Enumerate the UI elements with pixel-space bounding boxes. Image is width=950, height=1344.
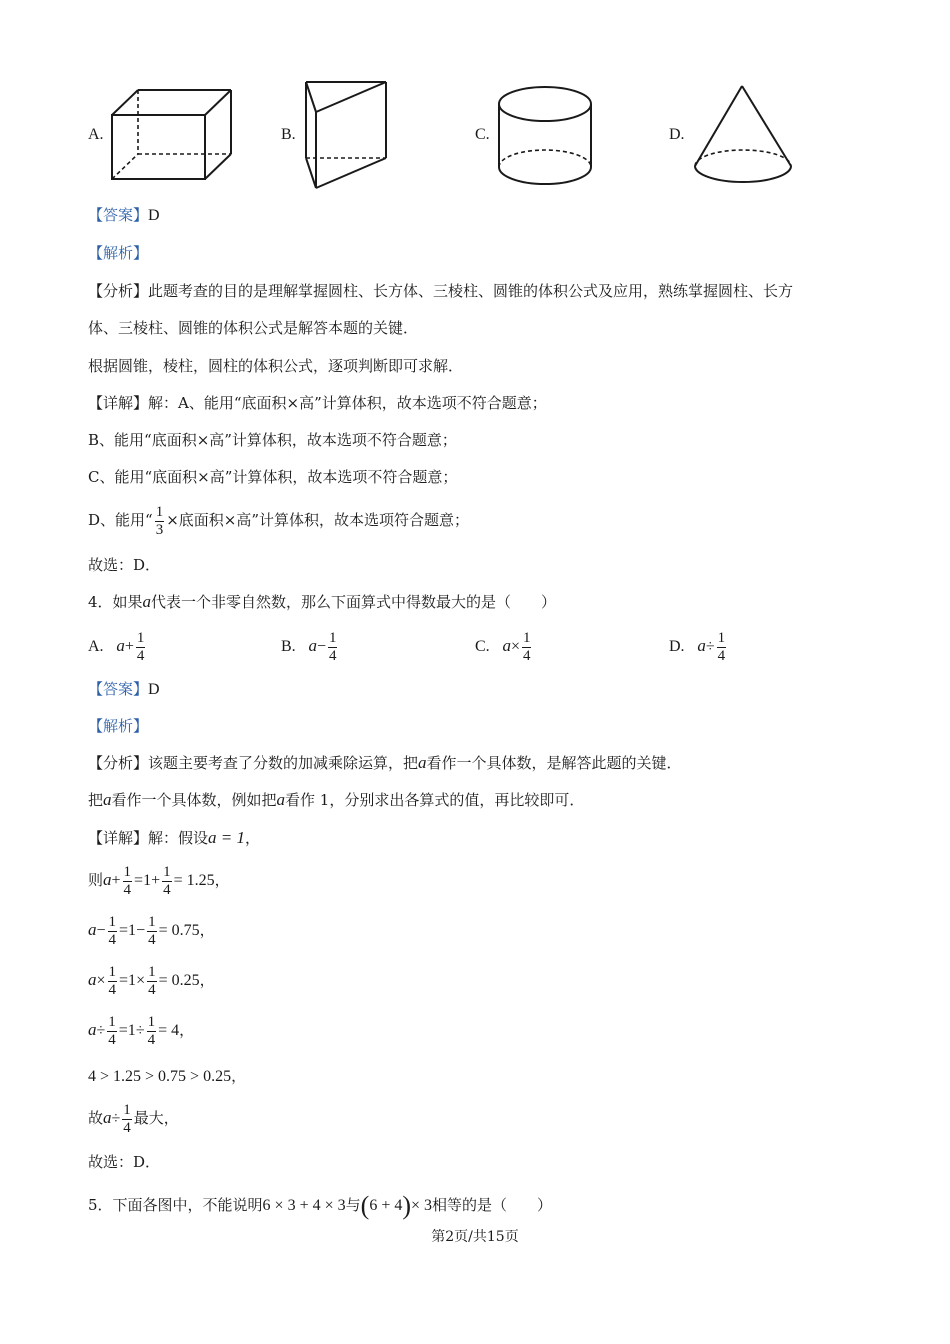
expression-2-tail: × 3 — [411, 1197, 433, 1214]
calc-fraction-2 — [147, 964, 157, 999]
expression-1: 6 × 3 + 4 × 3 — [262, 1197, 346, 1214]
calc-operator-2: × — [136, 972, 146, 989]
option-operator: + — [124, 638, 134, 655]
q3-detail-a — [88, 393, 547, 413]
calc-fraction — [108, 914, 118, 949]
q3-fenxi-line1 — [88, 281, 793, 301]
comma: ， — [199, 921, 215, 939]
calc-operator-2: ÷ — [135, 1022, 145, 1039]
q3-analysis-heading — [88, 243, 148, 263]
triangular-prism-figure — [302, 80, 390, 192]
calc-operator: ÷ — [96, 1022, 106, 1039]
calc-result: = 1.25 — [173, 872, 215, 889]
compare-line — [88, 1066, 246, 1087]
q3-choose: 故选：D． — [88, 556, 161, 574]
fraction-numerator: 1 — [108, 963, 117, 980]
calc-var: a — [88, 970, 97, 989]
analysis-tag: 【解析】 — [88, 244, 149, 262]
method-text-b: 看作一个具体数，例如把 — [111, 791, 277, 809]
page-footer: 第2页/共15页 — [431, 1229, 519, 1245]
calc-result: = 0.25 — [158, 972, 200, 989]
comma: ， — [179, 1021, 195, 1039]
expression-2-inner: 6 + 4 — [369, 1197, 403, 1214]
q4-option-b — [281, 624, 339, 669]
fenxi-text-1: 此题考查的目的是理解掌握圆柱、长方体、三棱柱、圆锥的体积公式及应用，熟练掌握圆柱、长方 — [148, 282, 794, 300]
fenxi-text-b: 看作一个具体数，是解答此题的关键． — [426, 754, 682, 772]
comma: ， — [231, 1067, 247, 1085]
fenxi-text-a: 该题主要考查了分数的加减乘除运算，把 — [148, 754, 419, 772]
conclusion-var: a — [103, 1108, 112, 1127]
option-c-label: C. — [475, 126, 490, 143]
calc-line-sub: a− $\frac{1}{4}$ =1− $\frac{1}{4}$ = 0.75， — [88, 913, 215, 948]
fraction-denominator: 4 — [123, 1119, 131, 1136]
detail-d-suffix: ×底面积×高”计算体积，故本选项符合题意； — [166, 511, 470, 529]
option-d-label: D. — [669, 126, 685, 143]
fraction-denominator: 4 — [148, 931, 156, 948]
calc-var: a — [103, 870, 112, 889]
fraction-denominator: 4 — [148, 981, 156, 998]
calc-fraction — [107, 1014, 117, 1049]
method-text-a: 把 — [88, 791, 104, 809]
fraction-denominator: 4 — [136, 647, 145, 664]
fraction-denominator: 4 — [147, 1031, 156, 1048]
calc-fraction — [123, 864, 133, 899]
fraction-numerator: 1 — [717, 629, 726, 646]
calc-operator: × — [96, 972, 106, 989]
option-var: a — [116, 636, 125, 655]
calc-fraction — [108, 964, 118, 999]
fraction-numerator: 1 — [328, 629, 337, 646]
comma: ， — [199, 971, 215, 989]
q4-option-c — [475, 624, 533, 669]
fraction-numerator: 1 — [123, 1101, 131, 1118]
calc-result: = 4 — [158, 1022, 180, 1039]
fraction-denominator: 4 — [108, 1031, 116, 1048]
fraction-denominator: 4 — [108, 931, 117, 948]
fraction-denominator: 4 — [522, 647, 531, 664]
answer-tag: 【答案】 — [88, 206, 149, 224]
detail-intro-text: 解：假设 — [148, 829, 209, 847]
calc-line-mul: a× $\frac{1}{4}$ =1× $\frac{1}{4}$ = 0.25， — [88, 963, 215, 998]
fraction-numerator: 1 — [148, 963, 156, 980]
fenxi-tag: 【分析】 — [88, 282, 149, 300]
conclusion-fraction — [122, 1102, 132, 1137]
comma: ， — [245, 829, 261, 847]
q4-method — [88, 790, 584, 810]
paren-open: ( — [360, 1191, 370, 1220]
calc-ze: 则 — [88, 871, 104, 889]
fraction-denominator: 4 — [717, 647, 726, 664]
calc-result: = 0.75 — [158, 922, 200, 939]
answer-tag: 【答案】 — [88, 680, 149, 698]
q5-stem — [88, 1188, 552, 1223]
fraction-numerator: 1 — [123, 863, 132, 880]
calc-var: a — [88, 1020, 97, 1039]
q3-fenxi-line2: 体、三棱柱、圆锥的体积公式是解答本题的关键． — [88, 319, 419, 337]
option-fraction — [136, 630, 146, 665]
fraction-denominator: 3 — [155, 521, 164, 538]
calc-line-div: a÷ $\frac{1}{4}$ =1÷ $\frac{1}{4}$ = 4， — [88, 1013, 195, 1048]
calc-operator: − — [96, 922, 106, 939]
fraction-numerator: 1 — [163, 863, 171, 880]
option-label: D. — [669, 638, 685, 655]
q3-detail-b: B、能用“底面积×高”计算体积，故本选项不符合题意； — [88, 431, 457, 449]
option-b-label: B. — [281, 126, 296, 143]
stem-suffix: 相等的是（ ） — [432, 1196, 553, 1214]
option-a-label: A. — [88, 126, 104, 143]
cuboid-figure — [108, 88, 236, 184]
q4-stem — [88, 592, 556, 612]
stem-prefix: 4．如果 — [88, 593, 143, 611]
cylinder-figure — [496, 84, 596, 188]
calc-operator-2: + — [151, 872, 161, 889]
one-third-fraction — [155, 504, 165, 539]
fraction-numerator: 1 — [147, 1013, 156, 1030]
fraction-numerator: 1 — [155, 503, 164, 520]
fraction-denominator: 4 — [108, 981, 117, 998]
calc-fraction-2 — [147, 1014, 157, 1049]
calc-line-add: 则a+ $\frac{1}{4}$ =1+ $\frac{1}{4}$ = 1.25， — [88, 863, 230, 898]
option-operator: × — [510, 638, 520, 655]
q4-option-a — [88, 624, 147, 669]
method-var: a — [103, 790, 112, 809]
q4-fenxi — [88, 753, 682, 773]
fraction-numerator: 1 — [108, 913, 117, 930]
answer-value: D — [148, 207, 160, 224]
conclusion-line — [88, 1096, 179, 1141]
answer-value: D — [148, 681, 160, 698]
conclusion-suffix: 最大， — [133, 1109, 179, 1127]
option-var: a — [502, 636, 511, 655]
conclusion-prefix: 故 — [88, 1109, 104, 1127]
detail-a-text: 解：A、能用“底面积×高”计算体积，故本选项不符合题意； — [148, 394, 547, 412]
option-var: a — [308, 636, 317, 655]
q4-analysis-heading — [88, 716, 148, 736]
method-text-c: 看作 1，分别求出各算式的值，再比较即可． — [285, 791, 585, 809]
fraction-numerator: 1 — [148, 913, 156, 930]
option-fraction — [522, 630, 532, 665]
fraction-denominator: 4 — [123, 881, 132, 898]
q4-answer — [88, 679, 160, 700]
detail-tag: 【详解】 — [88, 829, 149, 847]
fraction-numerator: 1 — [522, 629, 531, 646]
fraction-denominator: 4 — [328, 647, 337, 664]
analysis-tag: 【解析】 — [88, 717, 149, 735]
calc-fraction-2 — [147, 914, 157, 949]
assume-expression: a = 1 — [208, 828, 246, 847]
fenxi-var: a — [418, 753, 427, 772]
detail-d-prefix: D、能用“ — [88, 511, 153, 529]
fenxi-tag: 【分析】 — [88, 754, 149, 772]
q3-detail-c: C、能用“底面积×高”计算体积，故本选项不符合题意； — [88, 468, 458, 486]
q4-options — [88, 624, 848, 668]
option-operator: − — [316, 638, 326, 655]
option-fraction — [717, 630, 727, 665]
calc-var: a — [88, 920, 97, 939]
compare-expression: 4 > 1.25 > 0.75 > 0.25 — [88, 1068, 232, 1085]
q4-option-d — [669, 624, 728, 669]
q3-detail-d — [88, 500, 469, 540]
stem-mid: 与 — [345, 1196, 361, 1214]
stem-var: a — [142, 592, 152, 611]
q4-detail-intro — [88, 828, 260, 848]
q3-answer — [88, 205, 160, 226]
paren-close: ) — [402, 1191, 412, 1220]
option-label: B. — [281, 638, 296, 655]
calc-operator: + — [111, 872, 121, 889]
q3-basis: 根据圆锥，棱柱，圆柱的体积公式，逐项判断即可求解． — [88, 357, 464, 375]
option-operator: ÷ — [705, 638, 715, 655]
q4-choose: 故选：D． — [88, 1153, 161, 1171]
fraction-numerator: 1 — [136, 629, 145, 646]
detail-tag: 【详解】 — [88, 394, 149, 412]
option-label: C. — [475, 638, 490, 655]
fraction-numerator: 1 — [108, 1013, 116, 1030]
option-var: a — [697, 636, 706, 655]
stem-prefix: 5．下面各图中，不能说明 — [88, 1196, 263, 1214]
cone-figure — [692, 84, 796, 188]
comma: ， — [214, 871, 230, 889]
option-label: A. — [88, 638, 104, 655]
method-var-2: a — [276, 790, 286, 809]
option-fraction — [328, 630, 338, 665]
stem-suffix: 代表一个非零自然数，那么下面算式中得数最大的是（ ） — [151, 593, 557, 611]
calc-operator-2: − — [136, 922, 146, 939]
fraction-denominator: 4 — [163, 881, 171, 898]
conclusion-operator: ÷ — [111, 1110, 121, 1127]
calc-fraction-2 — [162, 864, 172, 899]
